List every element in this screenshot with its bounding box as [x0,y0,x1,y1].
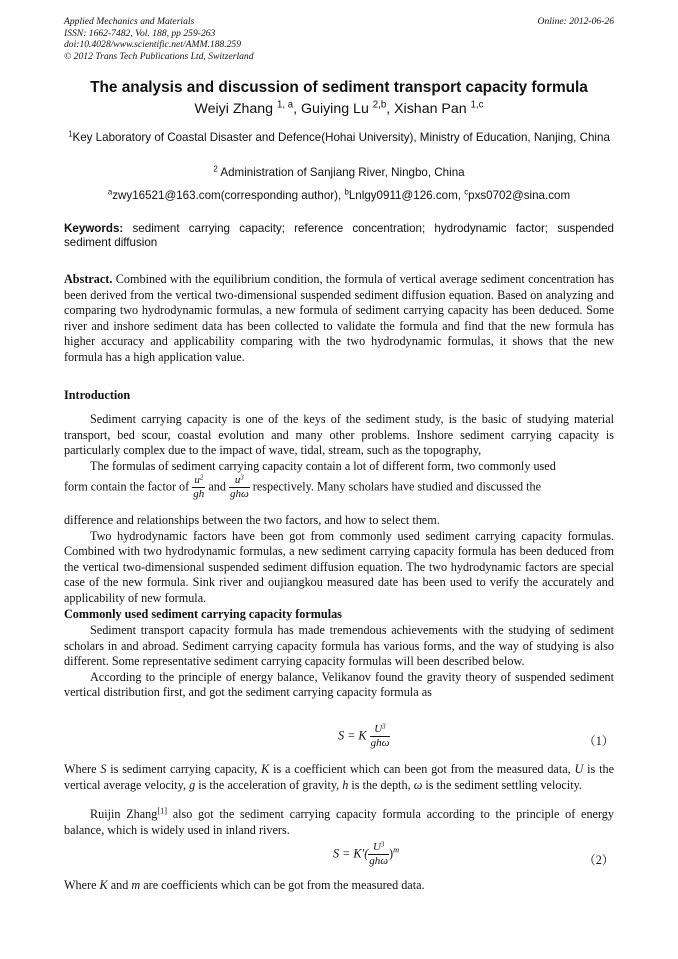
section-heading: Commonly used sediment carrying capacity formulas [64,607,342,621]
keywords [64,222,614,250]
paragraph-ruijin [64,807,614,838]
author-name: Guiying Lu [301,101,369,117]
text: also got the sediment carrying capacity formula according to the principle of energy balance, which is widely used in inland rivers. [64,807,614,837]
frac-exp: 3 [240,474,244,482]
paragraph: Sediment transport capacity formula has made tremendous achievements with the studying of sediment scholars in and abroad. Sediment carrying capacity formula has various forms, and the way of studying is also different. Some representative sediment carrying capacity formulas will been described below. [64,623,614,669]
text: is the vertical average velocity, [64,762,614,792]
var: ω [413,777,423,792]
equation-1-explanation [64,762,614,793]
text: Where [64,762,97,776]
eq-lhs: S = K′( [333,846,369,861]
introduction-heading: Introduction [64,388,131,402]
email-sup: b [344,187,349,197]
author-emails [64,189,614,203]
factor-and: and [208,479,226,494]
frac-exp: 2 [199,474,204,482]
frac-num: u [194,474,200,486]
email-sup: a [107,187,113,197]
var: K [261,762,270,776]
text: is sediment carrying capacity, [110,762,258,776]
online-date: Online: 2012-06-26 [537,16,614,27]
affiliation-text: Administration of Sanjiang River, Ningbo, China [220,166,465,179]
factor-lead: form contain the factor of [64,479,190,494]
eq-fraction [368,841,389,868]
affiliation-text: Key Laboratory of Coastal Disaster and Defence(Hohai University), Ministry of Education, Nanjing, China [72,131,610,144]
paragraph: The formulas of sediment carrying capacity contain a lot of different form, two commonly used [90,458,556,473]
affiliation-sup: 2 [213,164,218,174]
journal-name: Applied Mechanics and Materials [64,16,195,27]
eq-paren: ) [389,846,394,861]
affiliation-2 [64,166,614,180]
equation-number: （1） [583,734,614,748]
frac-exp: 3 [380,841,385,849]
equation-number: （2） [583,853,614,867]
frac-den: ghω [370,737,390,749]
text: is the acceleration of gravity, [198,777,340,792]
factor-line [64,474,614,510]
paper-title: The analysis and discussion of sediment transport capacity formula [90,79,588,96]
abstract-text: Combined with the equilibrium condition, the formula of vertical average sediment concentration has been derived from the vertical two-dimensional suspended sediment diffusion equation. Based on analyzing and comparing two hydrodynamic formulas, a new formula of sediment carrying capacity has been deduced. Some river and inshore sediment data has been collected to validate the formula and find that the new formula has higher accuracy and applicability comparing with the two hydrodynamic formulas, it shows that the new formula has a high application value. [64,272,615,364]
text: and [110,878,129,892]
text: are coefficients which can be got from the measured data. [143,878,425,892]
frac-num: U [372,841,381,853]
journal-header [64,16,254,62]
var: S [100,762,107,776]
text: Where [64,878,97,892]
equation-1 [338,723,390,750]
abstract [64,272,614,366]
author-sup: 1,c [470,99,484,111]
issn: ISSN: 1662-7482, Vol. 188, pp 259-263 [64,27,216,39]
email-sup: c [464,187,469,197]
author-name: Weiyi Zhang [194,101,274,117]
equation-2-explanation [64,878,614,894]
factor-u2-gh [192,474,205,501]
factor-tail: respectively. Many scholars have studied and discussed the [252,479,542,494]
author-sup: 2,b [372,99,387,111]
text: is a coefficient which can been got from the measured data, [273,762,571,776]
eq-lhs: S = K [338,728,367,743]
eq-power: m [393,845,400,855]
text: is the sediment settling velocity. [425,777,582,792]
paragraph: Two hydrodynamic factors have been got from commonly used sediment carrying capacity formulas. Combined with two hydrodynamic formulas, a new sediment carrying capacity formula has been deduced from the vertical two-dimensional suspended sediment diffusion equation. The two hydrodynamic factors are special case of the new formula. Sink river and oujiangkou measured date has been used to verify the accurately and applicability of new formula. [64,528,614,605]
citation-ref[interactable]: [1] [157,806,167,816]
author-sup: 1, a [277,99,294,111]
affiliation-sup: 1 [68,129,73,139]
paragraph: Sediment carrying capacity is one of the keys of the sediment study, is the basic of studying material transport, bed scour, coastal evolution and many other problems. Inshore sediment carrying capacity is particularly complex due to the impact of wave, tidal, stream, such as the topography, [64,412,614,458]
email-c[interactable]: pxs0702@sina.com [468,189,571,202]
author-list: Weiyi Zhang $^{1, a}$, Guiying Lu $^{2,b}$, Xishan Pan $^{1,c}$ [194,99,484,117]
frac-den: ghω [229,488,249,500]
text: Ruijin Zhang [90,807,158,821]
copyright: © 2012 Trans Tech Publications Ltd, Switzerland [64,50,254,62]
paragraph: difference and relationships between the two factors, and how to select them. [64,513,440,527]
var: U [574,762,584,776]
paragraph: According to the principle of energy balance, Velikanov found the gravity theory of suspended sediment vertical distribution first, and got the sediment carrying capacity formula as [64,669,614,700]
var: h [342,777,349,792]
doi[interactable]: doi:10.4028/www.scientific.net/AMM.188.259 [64,39,242,51]
frac-num: u [234,474,241,486]
introduction-body-2 [64,513,614,607]
var: m [131,878,141,892]
frac-exp: 3 [382,723,386,731]
frac-num: U [374,723,383,735]
abstract-label: Abstract. [64,272,113,286]
affiliation-1 [64,131,614,145]
var: K [99,878,108,892]
eq-fraction [370,723,391,750]
frac-den: ghω [369,855,389,867]
factor-u3-ghw [229,474,250,501]
section-body [64,623,614,701]
text: is the depth, [351,777,411,792]
email-a[interactable]: zwy16521@163.com(corresponding author), [112,189,342,202]
keywords-label: Keywords: [64,222,124,235]
var: g [189,777,196,792]
equation-2 [333,841,399,868]
email-b[interactable]: Lnlgy0911@126.com, [348,189,461,202]
keywords-text: sediment carrying capacity; reference concentration; hydrodynamic factor; suspended sediment diffusion [64,222,614,249]
introduction-body [64,412,614,474]
author-name: Xishan Pan [394,101,467,117]
frac-den: gh [193,488,205,500]
